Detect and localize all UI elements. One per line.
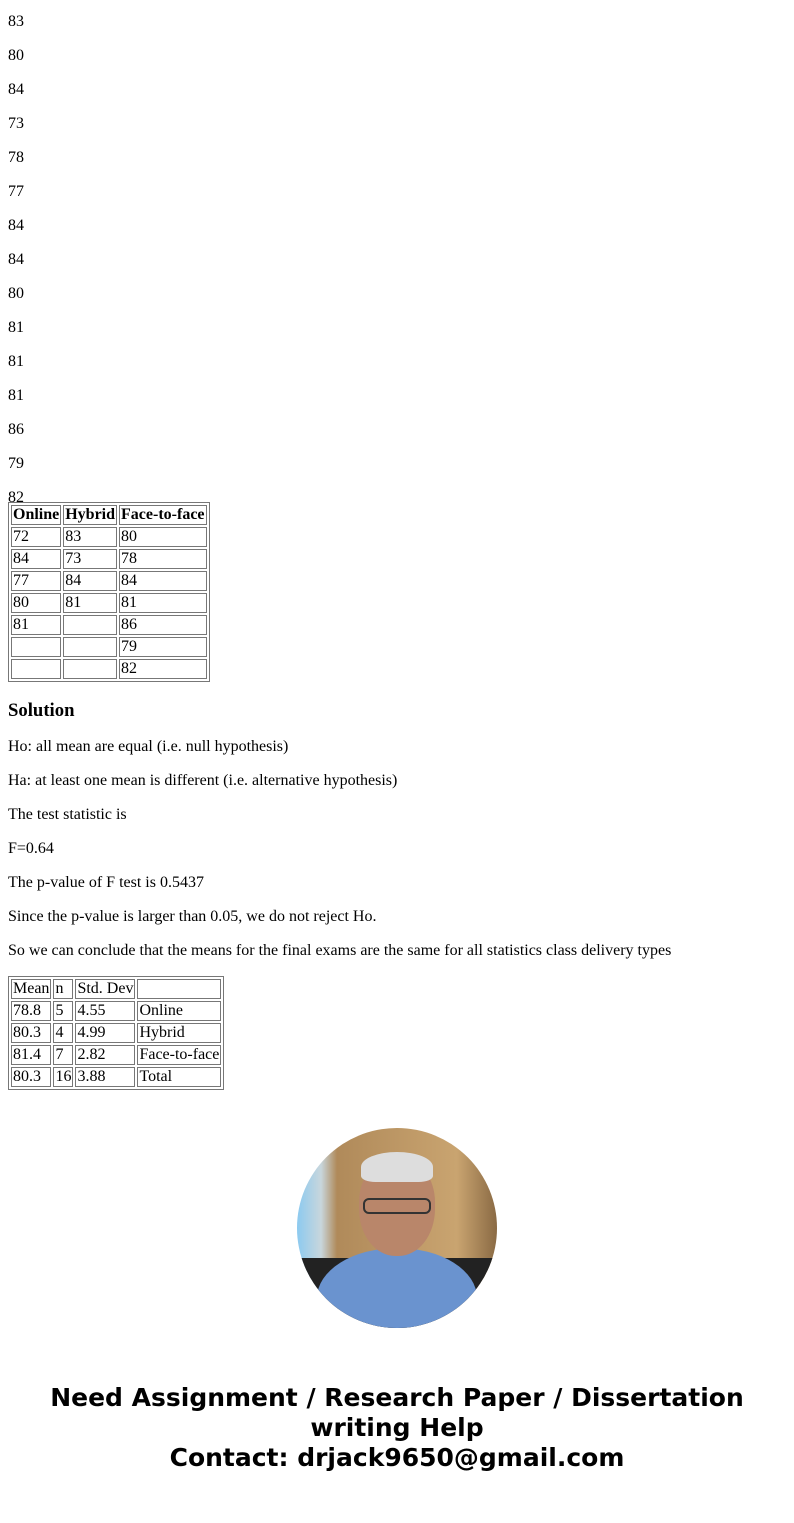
- contact-email: Contact: drjack9650@gmail.com: [169, 1443, 625, 1472]
- summary-table: [8, 976, 224, 1090]
- table-row: [11, 1045, 221, 1065]
- author-photo: [297, 1128, 497, 1328]
- table-cell: 7: [53, 1045, 73, 1065]
- solution-line: The p-value of F test is 0.5437: [8, 874, 204, 891]
- column-header: Face-to-face: [121, 506, 205, 523]
- table-row: [11, 593, 207, 613]
- column-header: [137, 979, 221, 999]
- table-cell: 84: [11, 549, 61, 569]
- table-cell: 5: [53, 1001, 73, 1021]
- help-text: Need Assignment / Research Paper / Dissertation writing Help: [50, 1383, 744, 1442]
- scores-table: [8, 502, 210, 682]
- table-cell: 80.3: [11, 1023, 51, 1043]
- solution-line: F=0.64: [8, 840, 54, 857]
- table-cell: 81: [119, 593, 207, 613]
- solution-section: [8, 700, 786, 960]
- raw-value: 81: [8, 387, 24, 404]
- table-cell: 4.99: [75, 1023, 135, 1043]
- raw-value: 79: [8, 455, 24, 472]
- raw-values-list: [8, 0, 786, 510]
- table-cell: Face-to-face: [139, 1046, 220, 1063]
- table-cell: Online: [137, 1001, 221, 1021]
- table-cell: 80.3: [11, 1067, 51, 1087]
- solution-heading: Solution: [8, 700, 75, 721]
- table-cell: 79: [119, 637, 207, 657]
- table-cell: [11, 637, 61, 657]
- raw-value: 83: [8, 13, 24, 30]
- table-cell: 81: [63, 593, 117, 613]
- raw-value: 73: [8, 115, 24, 132]
- table-cell: 81.4: [11, 1045, 51, 1065]
- raw-value: 84: [8, 81, 24, 98]
- table-row: [11, 1067, 221, 1087]
- table-cell: 84: [119, 571, 207, 591]
- table-row: [11, 1001, 221, 1021]
- column-header: Mean: [13, 980, 50, 997]
- table-cell: 82: [119, 659, 207, 679]
- table-cell: 4: [53, 1023, 73, 1043]
- table-row: [11, 549, 207, 569]
- raw-value: 86: [8, 421, 24, 438]
- table-cell: 73: [63, 549, 117, 569]
- table-cell: 83: [63, 527, 117, 547]
- solution-line: Ho: all mean are equal (i.e. null hypothesis): [8, 738, 289, 755]
- solution-line: Since the p-value is larger than 0.05, we do not reject Ho.: [8, 908, 377, 925]
- table-row: [11, 615, 207, 635]
- contact-banner: [8, 1383, 786, 1473]
- table-row: [11, 571, 207, 591]
- column-header: Online: [13, 506, 60, 523]
- table-cell: Total: [137, 1067, 221, 1087]
- table-row: [11, 527, 207, 547]
- raw-value: 82: [8, 489, 24, 506]
- table-row: [11, 1023, 221, 1043]
- table-cell: 86: [119, 615, 207, 635]
- table-cell: 81: [11, 615, 61, 635]
- table-cell: 80: [11, 593, 61, 613]
- table-cell: [63, 637, 117, 657]
- header-row: [11, 979, 221, 999]
- raw-value: 78: [8, 149, 24, 166]
- table-cell: Hybrid: [137, 1023, 221, 1043]
- table-row: [11, 637, 207, 657]
- table-cell: [63, 615, 117, 635]
- solution-line: The test statistic is: [8, 806, 127, 823]
- raw-value: 84: [8, 251, 24, 268]
- raw-value: 80: [8, 285, 24, 302]
- solution-line: So we can conclude that the means for the final exams are the same for all statistics class delivery types: [8, 942, 672, 959]
- column-header: Std. Dev: [77, 980, 134, 997]
- table-cell: 77: [11, 571, 61, 591]
- raw-value: 81: [8, 353, 24, 370]
- table-cell: 78.8: [11, 1001, 51, 1021]
- raw-value: 77: [8, 183, 24, 200]
- table-cell: 2.82: [75, 1045, 135, 1065]
- solution-line: Ha: at least one mean is different (i.e. alternative hypothesis): [8, 772, 398, 789]
- column-header: Hybrid: [65, 506, 116, 523]
- table-cell: 78: [119, 549, 207, 569]
- table-cell: 3.88: [75, 1067, 135, 1087]
- table-cell: [63, 659, 117, 679]
- table-cell: [11, 659, 61, 679]
- table-cell: 84: [63, 571, 117, 591]
- table-cell: 80: [119, 527, 207, 547]
- table-cell: 4.55: [75, 1001, 135, 1021]
- table-row: [11, 659, 207, 679]
- table-cell: 72: [11, 527, 61, 547]
- table-cell: 16: [55, 1068, 72, 1085]
- raw-value: 81: [8, 319, 24, 336]
- raw-value: 80: [8, 47, 24, 64]
- raw-value: 84: [8, 217, 24, 234]
- column-header: n: [53, 979, 73, 999]
